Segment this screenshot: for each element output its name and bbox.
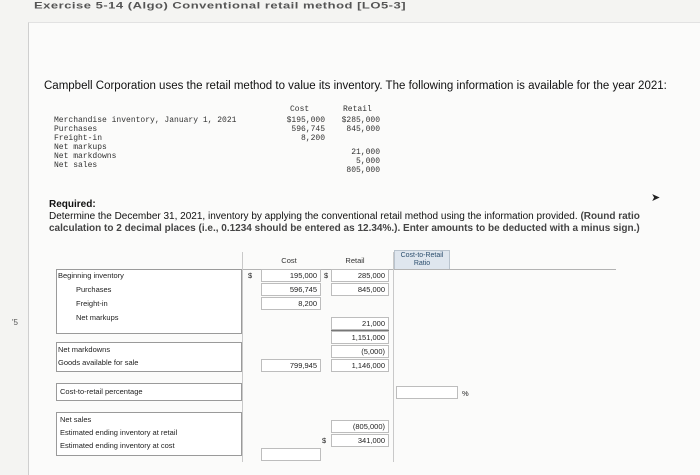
given-retail-markups: 21,000: [351, 148, 380, 157]
label-netsales: Net sales: [60, 415, 92, 424]
side-mark: '5: [12, 318, 18, 327]
retail-markdowns-input[interactable]: (5,000): [331, 345, 389, 358]
label-ratio: Cost-to-retail percentage: [60, 387, 143, 396]
given-retail-netsales: 805,000: [346, 166, 380, 175]
cost-purchases-input[interactable]: 596,745: [261, 283, 321, 296]
percent-sign: %: [462, 389, 469, 398]
ratio-input[interactable]: [396, 386, 458, 399]
retail-markups-input[interactable]: 21,000: [331, 317, 389, 330]
dollar-retail-beginning: $: [324, 271, 329, 280]
mouse-cursor-icon: ➤: [651, 192, 661, 204]
dollar-retail-ending: $: [322, 436, 327, 445]
dollar-cost-beginning: $: [248, 271, 253, 280]
label-markdowns: Net markdowns: [58, 345, 111, 354]
retail-beginning-input[interactable]: 285,000: [331, 269, 389, 282]
given-cost-merch: $195,000: [286, 116, 325, 125]
label-goods: Goods available for sale: [58, 358, 139, 367]
cost-freight-input[interactable]: 8,200: [261, 297, 321, 310]
required-rounding: (Round ratio: [580, 211, 640, 222]
required-text: [49, 211, 640, 222]
intro-text: Campbell Corporation uses the retail method to value its inventory. The following information is available for the year 2021:: [44, 80, 667, 92]
given-retail-purchases: 845,000: [346, 125, 380, 134]
given-label-freight: Freight-in: [54, 134, 103, 143]
label-ending-cost: Estimated ending inventory at cost: [60, 441, 175, 450]
given-header-retail: Retail: [343, 105, 372, 114]
label-ending-retail: Estimated ending inventory at retail: [60, 428, 178, 437]
given-label-merch: Merchandise inventory, January 1, 2021: [54, 116, 237, 125]
retail-ending-input[interactable]: 341,000: [331, 434, 389, 447]
given-cost-purchases: 596,745: [291, 125, 325, 134]
col-header-cost: Cost: [281, 256, 297, 265]
label-freight: Freight-in: [76, 299, 108, 308]
answer-table: [56, 244, 676, 464]
cost-ending-input[interactable]: [261, 448, 321, 461]
exercise-title: Exercise 5-14 (Algo) Conventional retail method [LO5-3]: [34, 0, 407, 11]
label-purchases: Purchases: [76, 285, 112, 294]
retail-netsales-input[interactable]: (805,000): [331, 420, 389, 433]
col-header-retail: Retail: [345, 256, 365, 265]
cost-beginning-input[interactable]: 195,000: [261, 269, 321, 282]
retail-purchases-input[interactable]: 845,000: [331, 283, 389, 296]
given-label-netsales: Net sales: [54, 161, 98, 170]
cost-goods-input[interactable]: 799,945: [261, 359, 321, 372]
retail-subtotal-input[interactable]: 1,151,000: [331, 331, 389, 344]
required-instruction: Determine the December 31, 2021, inventory by applying the conventional retail method using the information provided.: [49, 211, 578, 222]
given-retail-markdowns: 5,000: [355, 157, 380, 166]
required-label: Required:: [49, 199, 96, 210]
col-divider-2: [393, 252, 394, 462]
given-cost-freight: 8,200: [300, 134, 325, 143]
given-label-markups: Net markups: [54, 143, 107, 152]
col-divider-1: [242, 252, 243, 462]
label-beginning: Beginning inventory: [58, 271, 124, 280]
given-retail-merch: $285,000: [341, 116, 380, 125]
required-line2: calculation to 2 decimal places (i.e., 0.1234 should be entered as 12.34%.). Enter amounts to be deducted with a minus sign.): [49, 223, 640, 234]
label-markups: Net markups: [76, 313, 119, 322]
given-label-purchases: Purchases: [54, 125, 98, 134]
given-header-cost: Cost: [290, 105, 310, 114]
retail-goods-input[interactable]: 1,146,000: [331, 359, 389, 372]
given-label-markdowns: Net markdowns: [54, 152, 117, 161]
col-header-ratio: Cost-to-Retail Ratio: [394, 250, 450, 270]
